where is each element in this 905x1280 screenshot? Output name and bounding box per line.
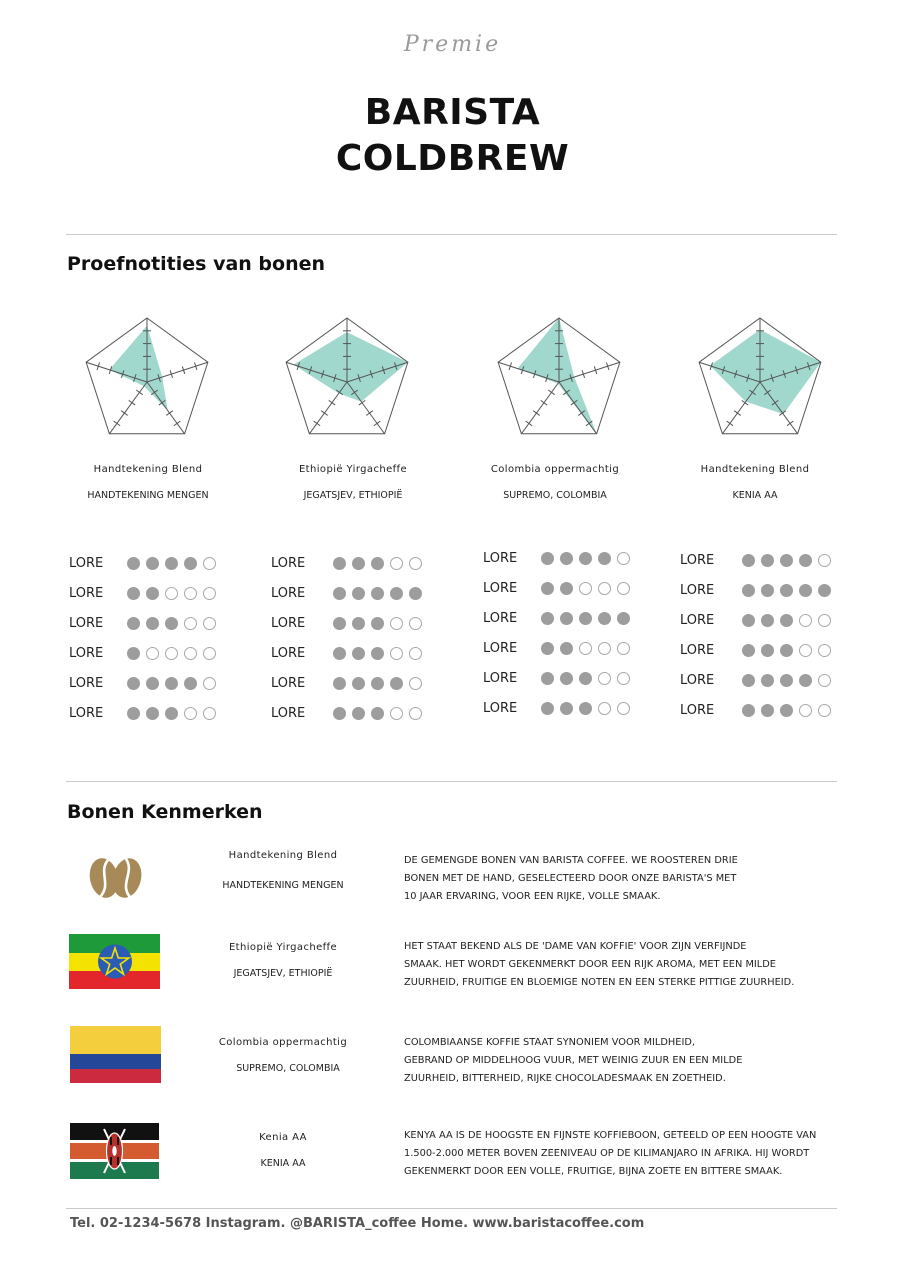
radar-profile-area (293, 332, 407, 402)
radar-tick (366, 411, 372, 416)
rating-dot-filled (352, 707, 365, 720)
rating-label: LORE (69, 616, 104, 631)
rating-dot-filled (560, 612, 573, 625)
radar-tick (548, 390, 554, 395)
rating-dot-filled (165, 557, 178, 570)
rating-dot-filled (799, 584, 812, 597)
bean-name-3: Colombia oppermachtig (490, 464, 620, 475)
tasting-section-title: Proefnotities van bonen (67, 253, 326, 275)
rating-dot-filled (742, 614, 755, 627)
radar-tick (136, 390, 142, 395)
rating-dot-empty (598, 702, 611, 715)
page-title-line2: COLDBREW (335, 138, 570, 179)
rating-dot-filled (333, 647, 346, 660)
radar-tick (129, 400, 135, 405)
rating-dot-empty (579, 642, 592, 655)
rating-dot-empty (799, 704, 812, 717)
rating-dot-empty (184, 707, 197, 720)
radar-axis (109, 382, 147, 434)
radar-tick (541, 400, 547, 405)
rating-label: LORE (680, 613, 715, 628)
rating-dot-empty (203, 647, 216, 660)
rating-dot-empty (165, 587, 178, 600)
rating-dot-filled (780, 614, 793, 627)
rating-dot-filled (579, 702, 592, 715)
rating-dot-empty (598, 582, 611, 595)
rating-dot-filled (742, 674, 755, 687)
rating-dot-empty (409, 617, 422, 630)
features-section-title: Bonen Kenmerken (67, 801, 263, 823)
rating-dot-empty (818, 554, 831, 567)
rating-dot-empty (390, 707, 403, 720)
rating-dot-filled (541, 702, 554, 715)
rating-dot-filled (184, 677, 197, 690)
rating-dot-filled (127, 587, 140, 600)
rating-dot-filled (761, 644, 774, 657)
rating-label: LORE (271, 706, 306, 721)
bean-name-1: Handtekening Blend (93, 464, 203, 475)
radar-tick (174, 421, 180, 426)
bean-name-4: Handtekening Blend (700, 464, 810, 475)
rating-dot-filled (127, 677, 140, 690)
feature-name-4: Kenia AA (259, 1132, 307, 1143)
feature-origin-1: HANDTEKENING MENGEN (222, 880, 344, 891)
rating-dot-empty (203, 677, 216, 690)
rating-dot-filled (560, 702, 573, 715)
feature-desc-2: HET STAAT BEKEND ALS DE 'DAME VAN KOFFIE' VOOR ZIJN VERFIJNDE SMAAK. HET WORDT GEKENMERKT DOOR EEN RIJK AROMA, MET EEN MILDE ZUURHEID, FRUITIGE EN BLOEMIGE NOTEN EN EEN STERKE PITTIGE ZUURHEID. (404, 941, 795, 988)
feature-name-2: Ethiopië Yirgacheffe (228, 942, 338, 953)
rating-label: LORE (271, 556, 306, 571)
rating-dot-filled (390, 587, 403, 600)
rating-dot-empty (184, 647, 197, 660)
bean-origin-2: JEGATSJEV, ETHIOPIË (303, 490, 403, 501)
feature-desc-4: KENYA AA IS DE HOOGSTE EN FIJNSTE KOFFIEBOON, GETEELD OP EEN HOOGTE VAN 1.500-2.000 METER BOVEN ZEENIVEAU OP DE KILIMANJARO IN AFRIKA. HIJ WORDT GEKENMERKT DOOR EEN VOLLE, FRUITIGE, BIJNA ZOETE EN BITTERE SMAAK. (404, 1130, 817, 1177)
rating-dot-empty (617, 552, 630, 565)
rating-dot-filled (371, 557, 384, 570)
radar-tick (533, 411, 539, 416)
rating-dot-filled (598, 612, 611, 625)
rating-dot-filled (333, 707, 346, 720)
feature-origin-2: JEGATSJEV, ETHIOPIË (233, 968, 333, 979)
rating-dot-empty (617, 672, 630, 685)
rating-dot-empty (203, 707, 216, 720)
divider (66, 1208, 837, 1209)
rating-dot-empty (818, 644, 831, 657)
rating-dot-filled (352, 557, 365, 570)
rating-label: LORE (680, 583, 715, 598)
radar-tick (787, 421, 793, 426)
rating-dot-filled (352, 647, 365, 660)
footer-contact: Tel. 02-1234-5678 Instagram. @BARISTA_coffee Home. www.baristacoffee.com (70, 1216, 645, 1231)
rating-label: LORE (69, 586, 104, 601)
rating-label: LORE (680, 673, 715, 688)
radar-tick (166, 411, 172, 416)
rating-dot-filled (761, 584, 774, 597)
rating-dot-filled (742, 584, 755, 597)
rating-label: LORE (483, 551, 518, 566)
radar-tick (329, 400, 335, 405)
rating-label: LORE (483, 671, 518, 686)
rating-dot-filled (541, 552, 554, 565)
rating-dot-empty (184, 617, 197, 630)
rating-dot-empty (203, 587, 216, 600)
rating-dot-filled (371, 587, 384, 600)
rating-dot-empty (799, 644, 812, 657)
rating-dot-filled (579, 552, 592, 565)
rating-dot-filled (352, 587, 365, 600)
rating-label: LORE (680, 703, 715, 718)
radar-tick (114, 421, 120, 426)
rating-label: LORE (483, 701, 518, 716)
rating-dot-empty (165, 647, 178, 660)
rating-dot-filled (818, 584, 831, 597)
rating-dot-filled (371, 677, 384, 690)
rating-dot-filled (165, 677, 178, 690)
rating-dot-filled (780, 674, 793, 687)
rating-dot-empty (409, 557, 422, 570)
radar-tick (374, 421, 380, 426)
colombia-flag-icon (70, 1026, 161, 1083)
rating-dot-filled (127, 647, 140, 660)
rating-label: LORE (69, 646, 104, 661)
rating-dot-filled (560, 552, 573, 565)
rating-dot-filled (165, 707, 178, 720)
rating-dot-filled (780, 584, 793, 597)
rating-dot-filled (541, 612, 554, 625)
rating-label: LORE (69, 706, 104, 721)
rating-dot-empty (818, 704, 831, 717)
feature-desc-1: DE GEMENGDE BONEN VAN BARISTA COFFEE. WE ROOSTEREN DRIE BONEN MET DE HAND, GESELECTEERD DOOR ONZE BARISTA'S MET 10 JAAR ERVARING, VOOR EEN RIJKE, VOLLE SMAAK. (404, 855, 738, 902)
rating-dot-filled (184, 557, 197, 570)
rating-dot-filled (390, 677, 403, 690)
rating-dot-filled (780, 644, 793, 657)
radar-tick (727, 421, 733, 426)
rating-dot-filled (761, 674, 774, 687)
rating-dot-empty (203, 557, 216, 570)
rating-dot-empty (184, 587, 197, 600)
radar-tick (734, 411, 740, 416)
ethiopia-flag-icon (69, 934, 160, 989)
rating-dot-filled (333, 677, 346, 690)
rating-dot-filled (742, 644, 755, 657)
rating-dot-empty (598, 642, 611, 655)
bean-origin-3: SUPREMO, COLOMBIA (503, 490, 607, 501)
radar-tick (314, 421, 320, 426)
rating-dot-filled (560, 642, 573, 655)
rating-dot-filled (560, 582, 573, 595)
rating-dot-filled (579, 672, 592, 685)
rating-dot-empty (617, 642, 630, 655)
rating-dot-filled (541, 642, 554, 655)
bean-name-2: Ethiopië Yirgacheffe (298, 464, 408, 475)
radar-chart-4 (699, 318, 821, 434)
rating-dot-filled (333, 557, 346, 570)
radar-axis (521, 382, 559, 434)
radar-profile-area (518, 318, 597, 434)
feature-desc-3: COLOMBIAANSE KOFFIE STAAT SYNONIEM VOOR MILDHEID, GEBRAND OP MIDDELHOOG VUUR, MET WEINIG ZUUR EN EEN MILDE ZUURHEID, BITTERHEID, RIJKE CHOCOLADESMAAK EN ZOETHEID. (404, 1037, 743, 1084)
page-title-line1: BARISTA (364, 92, 541, 133)
rating-dot-filled (742, 554, 755, 567)
rating-dot-filled (127, 617, 140, 630)
rating-dot-filled (598, 552, 611, 565)
radar-tick (526, 421, 532, 426)
rating-label: LORE (271, 676, 306, 691)
rating-dot-filled (333, 617, 346, 630)
radar-tick (321, 411, 327, 416)
rating-dot-filled (761, 704, 774, 717)
radar-charts (0, 300, 905, 460)
rating-dot-empty (390, 617, 403, 630)
rating-dot-filled (371, 707, 384, 720)
rating-dot-filled (780, 704, 793, 717)
rating-dot-empty (617, 702, 630, 715)
rating-dot-empty (146, 647, 159, 660)
rating-dot-filled (127, 557, 140, 570)
rating-dot-filled (146, 617, 159, 630)
rating-label: LORE (680, 553, 715, 568)
rating-dot-filled (617, 612, 630, 625)
rating-dot-filled (579, 612, 592, 625)
rating-label: LORE (69, 556, 104, 571)
rating-dot-filled (799, 674, 812, 687)
rating-dot-filled (742, 704, 755, 717)
rating-dot-filled (761, 554, 774, 567)
rating-dot-filled (560, 672, 573, 685)
radar-axis (147, 382, 185, 434)
rating-dot-empty (617, 582, 630, 595)
rating-label: LORE (271, 586, 306, 601)
rating-dot-empty (390, 557, 403, 570)
rating-dot-filled (371, 617, 384, 630)
rating-dot-filled (541, 582, 554, 595)
rating-label: LORE (483, 611, 518, 626)
rating-label: LORE (69, 676, 104, 691)
radar-chart-3 (498, 318, 620, 434)
rating-dot-empty (390, 647, 403, 660)
radar-axis (309, 382, 347, 434)
feature-origin-3: SUPREMO, COLOMBIA (236, 1063, 340, 1074)
feature-name-1: Handtekening Blend (228, 850, 338, 861)
rating-dot-empty (579, 582, 592, 595)
divider (66, 781, 837, 782)
radar-chart-1 (86, 318, 208, 434)
rating-dot-filled (146, 707, 159, 720)
rating-dot-filled (165, 617, 178, 630)
rating-label: LORE (271, 646, 306, 661)
rating-dot-filled (146, 677, 159, 690)
brand-logo: Premie (403, 32, 502, 57)
rating-dot-filled (352, 677, 365, 690)
rating-label: LORE (483, 641, 518, 656)
rating-dot-filled (780, 554, 793, 567)
rating-dot-filled (127, 707, 140, 720)
rating-dot-filled (146, 587, 159, 600)
radar-chart-2 (286, 318, 408, 434)
divider (66, 234, 837, 235)
rating-label: LORE (483, 581, 518, 596)
rating-dot-filled (146, 557, 159, 570)
rating-dot-empty (818, 614, 831, 627)
rating-dot-filled (371, 647, 384, 660)
rating-dot-filled (409, 587, 422, 600)
rating-dot-filled (799, 554, 812, 567)
feature-name-3: Colombia oppermachtig (218, 1037, 348, 1048)
rating-dot-empty (818, 674, 831, 687)
rating-dot-empty (799, 614, 812, 627)
bean-origin-4: KENIA AA (732, 490, 778, 501)
rating-dot-empty (203, 617, 216, 630)
rating-label: LORE (271, 616, 306, 631)
rating-dot-filled (352, 617, 365, 630)
rating-dot-empty (598, 672, 611, 685)
feature-origin-4: KENIA AA (260, 1158, 306, 1169)
rating-dot-empty (409, 677, 422, 690)
rating-dot-filled (541, 672, 554, 685)
rating-dot-empty (409, 647, 422, 660)
coffee-bean-icon (86, 854, 146, 902)
rating-dot-filled (333, 587, 346, 600)
kenya-flag-icon (70, 1123, 159, 1179)
bean-origin-1: HANDTEKENING MENGEN (87, 490, 209, 501)
radar-tick (121, 411, 127, 416)
rating-label: LORE (680, 643, 715, 658)
rating-dot-filled (761, 614, 774, 627)
rating-dot-empty (409, 707, 422, 720)
